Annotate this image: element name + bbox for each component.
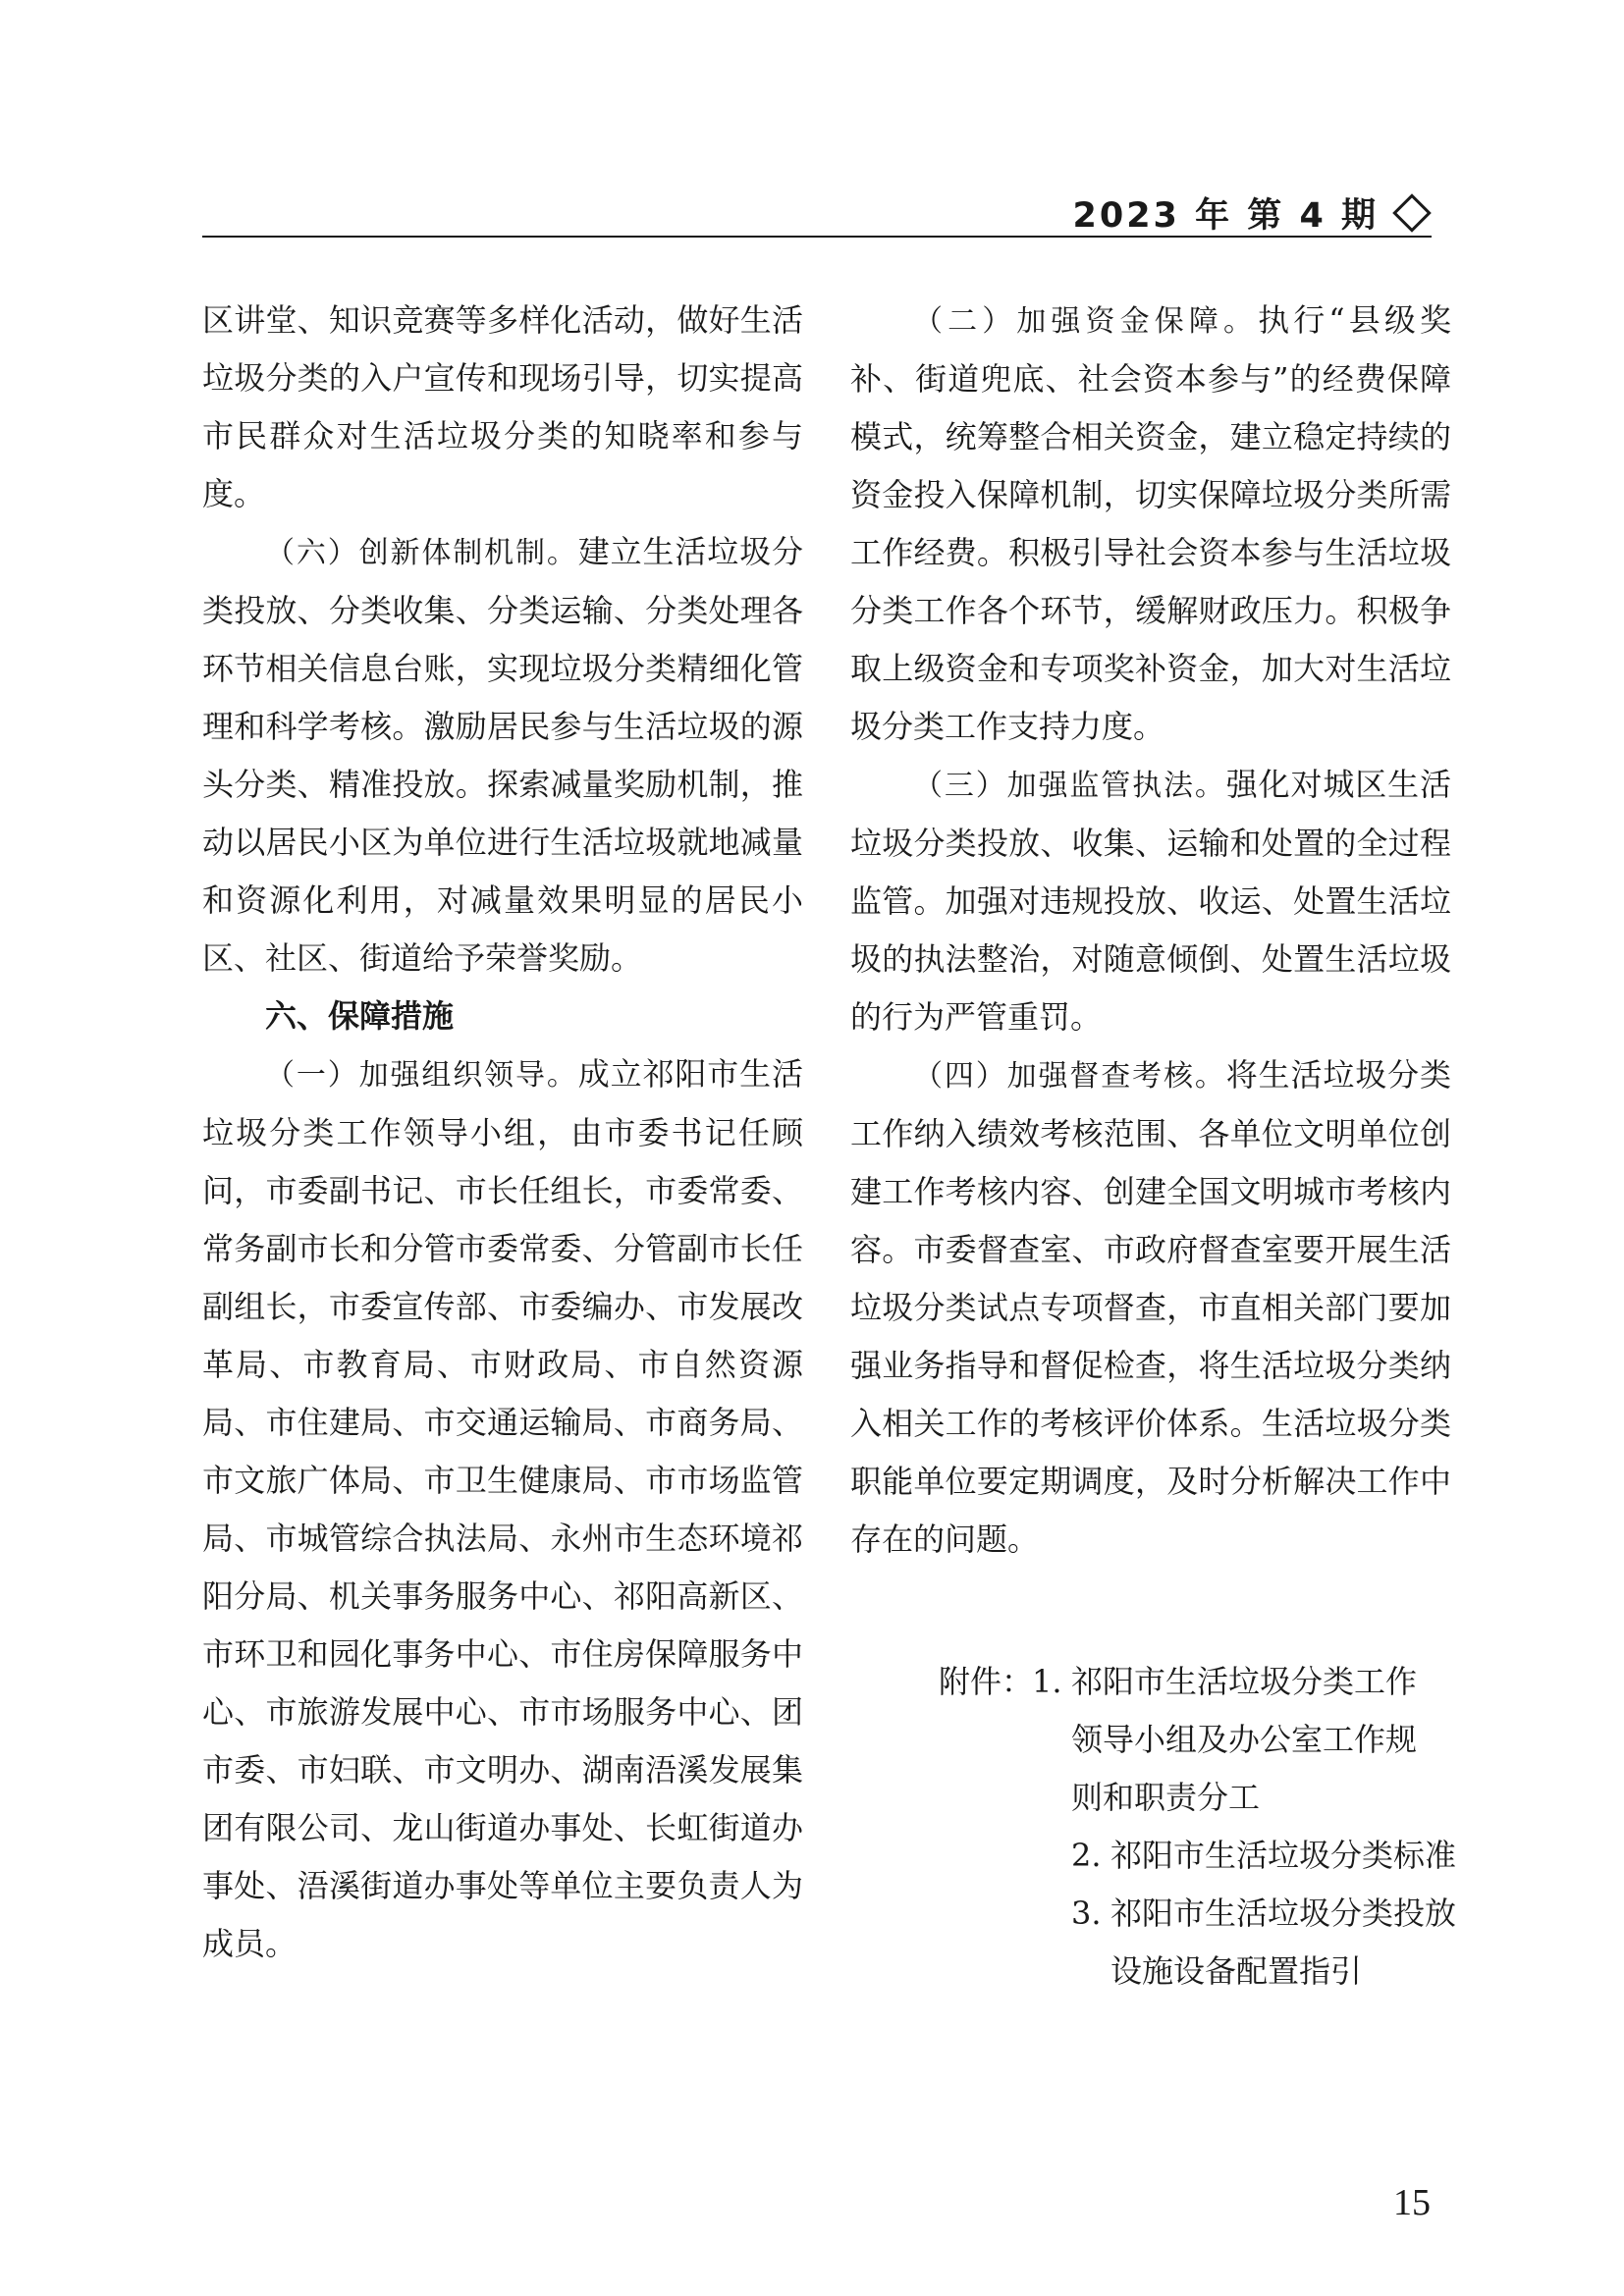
paragraph-lead: （四）加强督查考核。 (913, 1059, 1226, 1094)
attachment-item (939, 1885, 1484, 2001)
attachment-text: 祁阳市生活垃圾分类标准 (1110, 1837, 1457, 1874)
paragraph-lead: （二）加强资金保障。 (913, 304, 1259, 339)
right-column (850, 292, 1451, 1569)
attachment-item (939, 1653, 1484, 1827)
attachments-label: 附件： (939, 1663, 1034, 1700)
page-number: 15 (1393, 2182, 1431, 2223)
paragraph (202, 523, 803, 988)
paragraph (850, 1046, 1451, 1569)
section-heading: 六、保障措施 (265, 997, 455, 1035)
paragraph: 区讲堂、知识竞赛等多样化活动，做好生活垃圾分类的入户宣传和现场引导，切实提高市民群众对生活垃圾分类的知晓率和参与度。 (202, 301, 803, 512)
paragraph-lead: （六）创新体制机制。 (265, 536, 578, 570)
attachment-text: 祁阳市生活垃圾分类工作领导小组及办公室工作规则和职责分工 (1071, 1663, 1418, 1816)
paragraph-body: 成立祁阳市生活垃圾分类工作领导小组，由市委书记任顾问，市委副书记、市长任组长，市委常委、常务副市长和分管市委常委、分管副市长任副组长，市委宣传部、市委编办、市发展改革局、市教育局、市财政局、市自然资源局、市住建局、市交通运输局、市商务局、市文旅广体局、市卫生健康局、市市场监管局、市城管综合执法局、永州市生态环境祁阳分局、机关事务服务中心、祁阳高新区、市环卫和园化事务中心、市住房保障服务中心、市旅游发展中心、市市场服务中心、团市委、市妇联、市文明办、湖南浯溪发展集团有限公司、龙山街道办事处、长虹街道办事处、浯溪街道办事处等单位主要负责人为成员。 (202, 1055, 803, 1962)
attachment-number: 3. (1071, 1895, 1102, 1932)
left-column (202, 292, 803, 1973)
attachment-text: 祁阳市生活垃圾分类投放设施设备配置指引 (1110, 1895, 1457, 1990)
paragraph-lead: （一）加强组织领导。 (265, 1058, 578, 1093)
paragraph (850, 292, 1451, 756)
issue-text: 2023 年 第 4 期 (1072, 196, 1379, 236)
attachments-list (939, 1653, 1484, 2001)
paragraph-body: 建立生活垃圾分类投放、分类收集、分类运输、分类处理各环节相关信息台账，实现垃圾分类精细化管理和科学考核。激励居民参与生活垃圾的源头分类、精准投放。探索减量奖励机制，推动以居民小区为单位进行生活垃圾就地减量和资源化利用，对减量效果明显的居民小区、社区、街道给予荣誉奖励。 (202, 533, 803, 977)
issue-label (1072, 188, 1432, 238)
paragraph-body: 强化对城区生活垃圾分类投放、收集、运输和处置的全过程监管。加强对违规投放、收运、处置生活垃圾的执法整治，对随意倾倒、处置生活垃圾的行为严管重罚。 (850, 766, 1451, 1036)
paragraph (850, 756, 1451, 1046)
attachment-number: 2. (1071, 1837, 1102, 1874)
diamond-icon (1392, 193, 1432, 233)
paragraph-lead: （三）加强监管执法。 (913, 769, 1226, 803)
attachment-number: 1. (1032, 1663, 1062, 1700)
page-header (202, 177, 1432, 238)
paragraph (202, 1045, 803, 1973)
paragraph-body: 执行“县级奖补、街道兜底、社会资本参与”的经费保障模式，统筹整合相关资金，建立稳定持续的资金投入保障机制，切实保障垃圾分类所需工作经费。积极引导社会资本参与生活垃圾分类工作各个环节，缓解财政压力。积极争取上级资金和专项奖补资金，加大对生活垃圾分类工作支持力度。 (850, 301, 1451, 745)
paragraph-body: 将生活垃圾分类工作纳入绩效考核范围、各单位文明单位创建工作考核内容、创建全国文明城市考核内容。市委督查室、市政府督查室要开展生活垃圾分类试点专项督查，市直相关部门要加强业务指导和督促检查，将生活垃圾分类纳入相关工作的考核评价体系。生活垃圾分类职能单位要定期调度，及时分析解决工作中存在的问题。 (850, 1056, 1451, 1558)
attachment-item (939, 1827, 1484, 1885)
